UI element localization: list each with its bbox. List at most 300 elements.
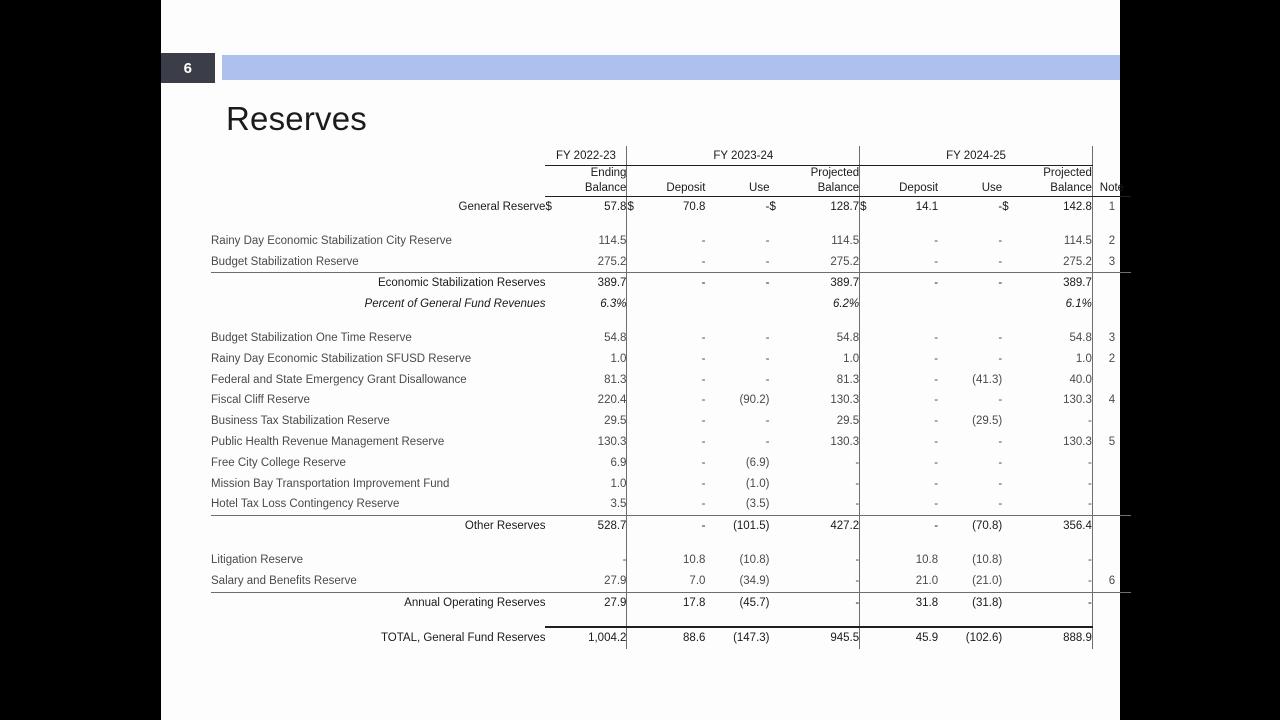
- cell-fy3-use: -: [998, 477, 1003, 490]
- cell-fy3-use: (102.6): [938, 627, 1002, 649]
- spacer-cell: [211, 146, 545, 166]
- cell-fy2-balance: 275.2: [785, 252, 860, 273]
- table-subtotal-row: [211, 592, 1131, 613]
- table-row: [211, 411, 1131, 432]
- row-label: Public Health Revenue Management Reserve: [211, 435, 445, 448]
- empty-cell: [627, 571, 642, 592]
- cell-fy1-ending: 389.7: [561, 273, 627, 294]
- cell-fy1-ending: 1.0: [561, 349, 627, 370]
- cell-note: 2: [1108, 234, 1116, 247]
- empty-cell: [770, 349, 785, 370]
- empty-cell: [770, 294, 785, 315]
- col-header-fy2-projected-balance: Projected Balance: [770, 166, 860, 197]
- empty-cell: [627, 252, 642, 273]
- row-label: Federal and State Emergency Grant Disallowance: [211, 373, 467, 386]
- spacer-cell: [785, 613, 860, 627]
- cell-fy2-deposit: -: [642, 516, 705, 537]
- spacer-cell: [1092, 613, 1131, 627]
- cell-fy2-deposit: -: [701, 234, 706, 247]
- empty-cell: [627, 273, 642, 294]
- cell-fy3-deposit: -: [934, 456, 939, 469]
- cell-fy3-balance: 6.1%: [1017, 294, 1092, 315]
- cell-fy2-deposit: -: [701, 352, 706, 365]
- row-label: TOTAL, General Fund Reserves: [380, 632, 546, 645]
- table-row: [211, 197, 1131, 218]
- cell-fy2-balance: -: [785, 474, 860, 495]
- cell-fy3-use: -: [998, 498, 1003, 511]
- cell-fy2-deposit: -: [642, 273, 705, 294]
- empty-cell: [860, 294, 875, 315]
- empty-cell: [627, 349, 642, 370]
- cell-fy3-balance: -: [1017, 453, 1092, 474]
- spacer-cell: [785, 537, 860, 550]
- cell-note: [1092, 494, 1131, 515]
- cell-fy2-balance: 945.5: [785, 627, 860, 649]
- table-row: [211, 390, 1131, 411]
- empty-cell: [545, 390, 560, 411]
- cell-fy2-balance: 128.7: [785, 197, 860, 218]
- empty-cell: [860, 453, 875, 474]
- empty-cell: [860, 349, 875, 370]
- cell-note: [1092, 273, 1131, 294]
- spacer-cell: [545, 537, 560, 550]
- table-row: [211, 294, 1131, 315]
- empty-cell: [770, 474, 785, 495]
- cell-fy2-use: -: [705, 273, 769, 294]
- cell-fy2-deposit: 17.8: [642, 592, 705, 613]
- empty-cell: [1002, 390, 1017, 411]
- empty-cell: [627, 627, 642, 649]
- cell-fy3-balance: 356.4: [1017, 516, 1092, 537]
- spacer-cell: [627, 537, 642, 550]
- spacer-cell: [627, 315, 642, 328]
- row-spacer: [211, 218, 1131, 231]
- cell-fy2-use: (6.9): [745, 456, 770, 469]
- cell-fy1-ending: 220.4: [561, 390, 627, 411]
- empty-cell: [1002, 592, 1017, 613]
- dollar-sign: $: [860, 201, 867, 213]
- empty-cell: [627, 231, 642, 252]
- col-header-fy3-deposit: Deposit: [860, 166, 938, 197]
- spacer-cell: [1092, 315, 1131, 328]
- empty-cell: [545, 516, 560, 537]
- cell-fy2-balance: 81.3: [785, 370, 860, 391]
- empty-cell: [860, 370, 875, 391]
- empty-cell: [770, 432, 785, 453]
- cell-fy1-ending: 528.7: [561, 516, 627, 537]
- cell-fy3-use: -: [998, 331, 1003, 344]
- empty-cell: [545, 592, 560, 613]
- empty-cell: [1002, 231, 1017, 252]
- cell-fy3-balance: -: [1017, 592, 1092, 613]
- empty-cell: [627, 494, 642, 515]
- empty-cell: [1002, 411, 1017, 432]
- spacer-cell: [561, 218, 627, 231]
- cell-fy3-deposit: -: [934, 477, 939, 490]
- cell-fy2-use: -: [765, 201, 770, 213]
- cell-fy1-ending: 1.0: [561, 474, 627, 495]
- table-row: [211, 550, 1131, 571]
- cell-fy3-balance: 130.3: [1017, 390, 1092, 411]
- cell-note: 3: [1108, 331, 1116, 344]
- table-subtotal-row: [211, 273, 1131, 294]
- empty-cell: [1002, 516, 1017, 537]
- table-row: [211, 571, 1131, 592]
- empty-cell: [1002, 571, 1017, 592]
- empty-cell: [545, 294, 560, 315]
- cell-fy3-deposit: 10.8: [915, 553, 939, 566]
- spacer-cell: [785, 315, 860, 328]
- empty-cell: [545, 411, 560, 432]
- row-label: Hotel Tax Loss Contingency Reserve: [211, 498, 400, 511]
- cell-fy2-use: (147.3): [705, 627, 769, 649]
- spacer-cell: [545, 613, 560, 627]
- cell-fy3-deposit: 14.1: [915, 201, 939, 213]
- dollar-sign: $: [769, 201, 776, 213]
- spacer-cell: [875, 218, 938, 231]
- cell-fy3-balance: -: [1017, 411, 1092, 432]
- spacer-cell: [875, 613, 938, 627]
- cell-note: 3: [1108, 255, 1116, 268]
- col-header-fy2-use: Use: [705, 166, 769, 197]
- spacer-cell: [938, 537, 1002, 550]
- cell-fy2-deposit: -: [701, 415, 706, 428]
- cell-fy2-balance: -: [785, 453, 860, 474]
- empty-cell: [770, 252, 785, 273]
- cell-fy3-deposit: 21.0: [915, 574, 939, 587]
- spacer-cell: [1092, 537, 1131, 550]
- cell-note: [1092, 411, 1131, 432]
- cell-fy3-deposit: -: [934, 373, 939, 386]
- cell-note: [1092, 370, 1131, 391]
- spacer-cell: [860, 613, 875, 627]
- cell-fy2-deposit: -: [701, 498, 706, 511]
- empty-cell: [1002, 474, 1017, 495]
- empty-cell: [1002, 432, 1017, 453]
- cell-fy2-use: (34.9): [739, 574, 770, 587]
- cell-fy3-deposit: -: [875, 516, 938, 537]
- cell-fy3-deposit: -: [934, 435, 939, 448]
- spacer-cell: [627, 613, 642, 627]
- empty-cell: [860, 411, 875, 432]
- empty-cell: [545, 349, 560, 370]
- reserves-table: [211, 146, 1131, 649]
- empty-cell: [545, 453, 560, 474]
- empty-cell: [545, 571, 560, 592]
- cell-fy3-use: [938, 294, 1002, 315]
- spacer-cell: [561, 315, 627, 328]
- cell-fy2-balance: 29.5: [785, 411, 860, 432]
- empty-cell: [627, 390, 642, 411]
- cell-fy3-balance: 130.3: [1017, 432, 1092, 453]
- empty-cell: [770, 453, 785, 474]
- cell-fy2-balance: 389.7: [785, 273, 860, 294]
- col-header-fy3-projected-balance: Projected Balance: [1002, 166, 1092, 197]
- cell-note: [1092, 294, 1131, 315]
- empty-cell: [627, 516, 642, 537]
- empty-cell: [770, 231, 785, 252]
- cell-fy2-deposit: -: [701, 456, 706, 469]
- presentation-slide: [161, 0, 1125, 720]
- cell-fy2-use: -: [765, 373, 770, 386]
- cell-fy2-balance: 130.3: [785, 432, 860, 453]
- cell-fy3-balance: 40.0: [1017, 370, 1092, 391]
- spacer-cell: [1002, 218, 1017, 231]
- spacer-cell: [1017, 218, 1092, 231]
- cell-fy3-deposit: -: [875, 273, 938, 294]
- cell-fy1-ending: 114.5: [561, 231, 627, 252]
- cell-fy3-use: (70.8): [938, 516, 1002, 537]
- table-row: [211, 328, 1131, 349]
- row-label: Percent of General Fund Revenues: [364, 298, 546, 311]
- empty-cell: [1002, 627, 1017, 649]
- empty-cell: [770, 592, 785, 613]
- empty-cell: [860, 390, 875, 411]
- table-column-header-row: [211, 166, 1131, 197]
- spacer-cell: [770, 315, 785, 328]
- empty-cell: [770, 370, 785, 391]
- cell-fy2-deposit: -: [701, 394, 706, 407]
- cell-fy2-balance: 6.2%: [785, 294, 860, 315]
- cell-fy1-ending: 275.2: [561, 252, 627, 273]
- spacer-cell: [1002, 315, 1017, 328]
- spacer-cell: [785, 218, 860, 231]
- cell-fy1-ending: 1,004.2: [561, 627, 627, 649]
- col-header-fy2-deposit: Deposit: [627, 166, 705, 197]
- cell-fy3-use: -: [998, 234, 1003, 247]
- cell-fy3-balance: -: [1017, 494, 1092, 515]
- empty-cell: [1002, 453, 1017, 474]
- cell-fy3-use: (31.8): [938, 592, 1002, 613]
- cell-note: 5: [1108, 435, 1116, 448]
- cell-fy1-ending: 27.9: [561, 592, 627, 613]
- empty-cell: [627, 453, 642, 474]
- empty-cell: [860, 328, 875, 349]
- cell-fy3-balance: 114.5: [1017, 231, 1092, 252]
- spacer-cell: [705, 315, 769, 328]
- cell-fy3-balance: 888.9: [1017, 627, 1092, 649]
- cell-note: [1092, 474, 1131, 495]
- spacer-cell: [770, 613, 785, 627]
- empty-cell: [1002, 550, 1017, 571]
- empty-cell: [1002, 370, 1017, 391]
- cell-fy2-use: -: [765, 435, 770, 448]
- empty-cell: [860, 474, 875, 495]
- spacer-cell: [770, 537, 785, 550]
- table-row: [211, 231, 1131, 252]
- spacer-cell: [1017, 315, 1092, 328]
- year-header-fy2: FY 2023-24: [627, 146, 860, 166]
- table-year-header-row: [211, 146, 1131, 166]
- page-number-label: 6: [183, 59, 193, 77]
- cell-fy1-ending: -: [561, 550, 627, 571]
- cell-fy3-use: (29.5): [972, 415, 1003, 428]
- cell-fy3-deposit: 45.9: [875, 627, 938, 649]
- cell-fy2-balance: -: [785, 571, 860, 592]
- cell-fy3-deposit: 31.8: [875, 592, 938, 613]
- empty-cell: [1002, 273, 1017, 294]
- spacer-cell: [561, 537, 627, 550]
- row-label: Mission Bay Transportation Improvement Fund: [211, 477, 450, 490]
- empty-cell: [770, 627, 785, 649]
- cell-fy3-deposit: -: [934, 234, 939, 247]
- table-row: [211, 252, 1131, 273]
- empty-cell: [545, 273, 560, 294]
- spacer-cell: [1002, 613, 1017, 627]
- year-header-fy1: FY 2022-23: [545, 146, 627, 166]
- cell-fy3-balance: 1.0: [1017, 349, 1092, 370]
- empty-cell: [545, 627, 560, 649]
- empty-cell: [627, 328, 642, 349]
- row-label: Business Tax Stabilization Reserve: [211, 415, 390, 428]
- empty-cell: [770, 550, 785, 571]
- cell-fy3-use: -: [998, 456, 1003, 469]
- spacer-cell: [860, 218, 875, 231]
- empty-cell: [860, 627, 875, 649]
- cell-fy2-balance: -: [785, 592, 860, 613]
- cell-fy3-use: -: [998, 352, 1003, 365]
- page-title: Reserves: [226, 100, 367, 137]
- cell-fy2-use: (101.5): [705, 516, 769, 537]
- spacer-cell: [642, 315, 705, 328]
- cell-note: [1092, 550, 1131, 571]
- cell-fy2-use: (45.7): [705, 592, 769, 613]
- col-header-fy1-ending-balance: Ending Balance: [545, 166, 627, 197]
- spacer-cell: [211, 315, 545, 328]
- table-total-row: [211, 627, 1131, 649]
- empty-cell: [1002, 328, 1017, 349]
- spacer-cell: [1017, 537, 1092, 550]
- col-header-note: Note: [1092, 166, 1131, 197]
- cell-fy3-use: (21.0): [972, 574, 1003, 587]
- empty-cell: [860, 231, 875, 252]
- table-row: [211, 349, 1131, 370]
- row-spacer: [211, 613, 1131, 627]
- spacer-cell: [627, 218, 642, 231]
- empty-cell: [545, 328, 560, 349]
- spacer-cell: [938, 613, 1002, 627]
- table-row: [211, 370, 1131, 391]
- empty-cell: [860, 494, 875, 515]
- cell-fy1-ending: 130.3: [561, 432, 627, 453]
- spacer-cell: [642, 218, 705, 231]
- empty-cell: [860, 550, 875, 571]
- row-label: Free City College Reserve: [211, 456, 346, 469]
- cell-fy2-deposit: 70.8: [683, 201, 706, 213]
- cell-fy2-use: -: [765, 352, 770, 365]
- empty-cell: [545, 252, 560, 273]
- row-label: Rainy Day Economic Stabilization SFUSD Reserve: [211, 352, 472, 365]
- dollar-sign: $: [627, 201, 634, 213]
- spacer-cell: [875, 315, 938, 328]
- year-header-fy3: FY 2024-25: [860, 146, 1093, 166]
- empty-cell: [627, 411, 642, 432]
- empty-cell: [627, 592, 642, 613]
- cell-fy2-deposit: -: [701, 435, 706, 448]
- cell-fy1-ending: 6.3%: [561, 294, 627, 315]
- spacer-cell: [642, 613, 705, 627]
- table-row: [211, 453, 1131, 474]
- col-header-fy3-use: Use: [938, 166, 1002, 197]
- empty-cell: [860, 432, 875, 453]
- cell-fy2-balance: 54.8: [785, 328, 860, 349]
- empty-cell: [860, 516, 875, 537]
- page-number-badge: [161, 53, 215, 83]
- cell-note: [1092, 627, 1131, 649]
- spacer-cell: [1002, 537, 1017, 550]
- header-accent-bar: [222, 55, 1120, 80]
- spacer-cell: [770, 218, 785, 231]
- cell-fy3-deposit: -: [934, 352, 939, 365]
- spacer-cell: [860, 537, 875, 550]
- empty-cell: [1002, 349, 1017, 370]
- cell-fy3-deposit: -: [934, 255, 939, 268]
- cell-fy2-balance: 130.3: [785, 390, 860, 411]
- empty-cell: [860, 571, 875, 592]
- cell-fy1-ending: 3.5: [561, 494, 627, 515]
- spacer-cell: [211, 613, 545, 627]
- cell-fy2-deposit: 88.6: [642, 627, 705, 649]
- cell-note: [1092, 516, 1131, 537]
- cell-fy1-ending: 57.8: [561, 197, 627, 218]
- cell-fy3-use: -: [938, 273, 1002, 294]
- empty-cell: [627, 370, 642, 391]
- cell-note: [1092, 592, 1131, 613]
- cell-fy2-use: (3.5): [745, 498, 770, 511]
- cell-fy2-balance: 114.5: [785, 231, 860, 252]
- cell-fy2-deposit: 7.0: [689, 574, 706, 587]
- empty-cell: [770, 571, 785, 592]
- table-row: [211, 474, 1131, 495]
- cell-fy2-use: [705, 294, 769, 315]
- spacer-cell: [545, 315, 560, 328]
- empty-cell: [627, 432, 642, 453]
- empty-cell: [770, 390, 785, 411]
- cell-fy3-balance: 389.7: [1017, 273, 1092, 294]
- spacer-cell: [875, 537, 938, 550]
- empty-cell: [860, 273, 875, 294]
- empty-cell: [770, 411, 785, 432]
- row-label: General Reserve: [458, 201, 546, 213]
- empty-cell: [1002, 294, 1017, 315]
- cell-fy3-use: -: [998, 255, 1003, 268]
- cell-fy2-use: (10.8): [739, 553, 770, 566]
- row-label: Annual Operating Reserves: [211, 592, 545, 613]
- cell-fy3-deposit: -: [934, 498, 939, 511]
- cell-fy2-deposit: 10.8: [683, 553, 706, 566]
- cell-note: 6: [1108, 574, 1116, 587]
- dollar-sign: $: [545, 201, 552, 213]
- cell-fy2-use: (90.2): [739, 394, 770, 407]
- cell-fy3-deposit: -: [934, 415, 939, 428]
- other-reserves-rows: [211, 328, 1131, 516]
- spacer-cell: [1092, 218, 1131, 231]
- cell-fy2-balance: -: [785, 494, 860, 515]
- row-label: Budget Stabilization Reserve: [211, 255, 359, 268]
- cell-fy3-balance: -: [1017, 550, 1092, 571]
- cell-fy3-use: (10.8): [972, 553, 1003, 566]
- row-label: Litigation Reserve: [211, 553, 304, 566]
- cell-fy2-use: (1.0): [745, 477, 770, 490]
- spacer-cell: [211, 166, 545, 197]
- spacer-cell: [211, 537, 545, 550]
- empty-cell: [770, 328, 785, 349]
- cell-fy3-balance: 54.8: [1017, 328, 1092, 349]
- spacer-cell: [642, 537, 705, 550]
- empty-cell: [627, 294, 642, 315]
- empty-cell: [860, 252, 875, 273]
- cell-fy3-deposit: [875, 294, 938, 315]
